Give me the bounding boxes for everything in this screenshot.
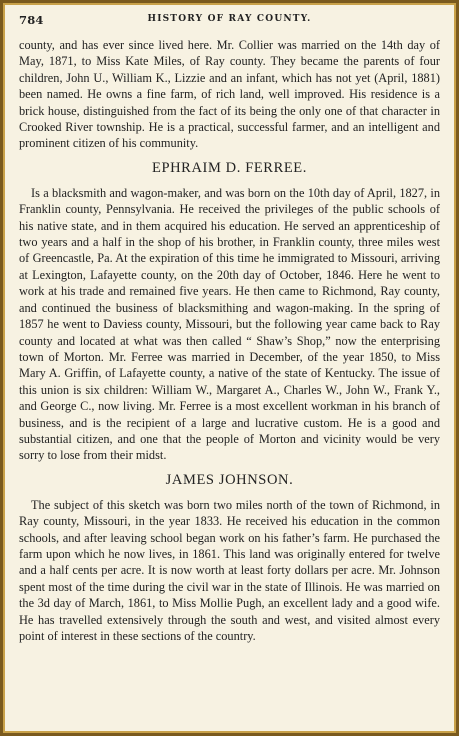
book-page [19,13,440,644]
section-body-johnson: The subject of this sketch was born two miles north of the town of Richmond, in Ray county, Missouri, in the year 1833. He received his education in the common schools, and after leaving school began work on his father’s farm. He purchased the farm upon which he now lives, in 1861. This land was originally entered for twelve and a half cents per acre. It is now worth at least forty dollars per acre. Mr. Johnson spent most of the time during the civil war in the state of Illinois. He was married on the 3d day of March, 1861, to Miss Mollie Pugh, an excellent lady and a good wife. He has travelled extensively through the south and west, and visited almost every point of interest in these sections of the country. [19,497,440,643]
section-heading-johnson: JAMES JOHNSON. [165,471,294,488]
section-body-ferree: Is a blacksmith and wagon-maker, and was born on the 10th day of April, 1827, in Franklin county, Pennsylvania. He received the privileges of the public schools of his native state, and in them acquired his education. He served an apprenticeship of two years and a half in the shop of his brother, in Franklin county, three miles west of Greencastle, Pa. At the expiration of this time he immigrated to Missouri, arriving at Lexington, Lafayette county, on the 20th day of October, 1846. Here he went to work at his trade and remained five years. He then came to Richmond, Ray county, and continued the business of blacksmithing and wagon-making. In the spring of 1857 he went to Daviess county, Missouri, but the following year came back to Ray county and located at what was then called “ Shaw’s Shop,” now the enterprising town of Morton. Mr. Ferree was married in December, of the year 1850, to Miss Mary A. Griffin, of Lafayette county, a native of the state of Kentucky. The issue of this union is six children: William W., Margaret A., Charles W., John W., Frank Y., and George C., now living. Mr. Ferree is a most excellent workman in his branch of business, and is the recipient of a large and lucrative custom. He is a good and substantial citizen, and one that the people of Morton and vicinity would be very sorry to lose from their midst. [19,185,440,463]
page-number: 784 [19,13,44,27]
page-sheet [3,3,456,733]
running-head: HISTORY OF RAY COUNTY. [147,14,312,24]
page-header [19,13,440,29]
intro-paragraph: county, and has ever since lived here. Mr. Collier was married on the 14th day of May, 1871, to Miss Kate Miles, of Ray county. They became the parents of four children, John U., William K., Lizzie and an infant, which has not yet (April, 1881) been named. He owns a fine farm, of rich land, well improved. His residence is a brick house, distinguished from the fact of its being the only one of that character in Crooked River township. He is a practical, successful farmer, and an intelligent and prominent citizen of his community. [19,38,440,151]
section-heading-ferree: EPHRAIM D. FERREE. [151,159,307,176]
